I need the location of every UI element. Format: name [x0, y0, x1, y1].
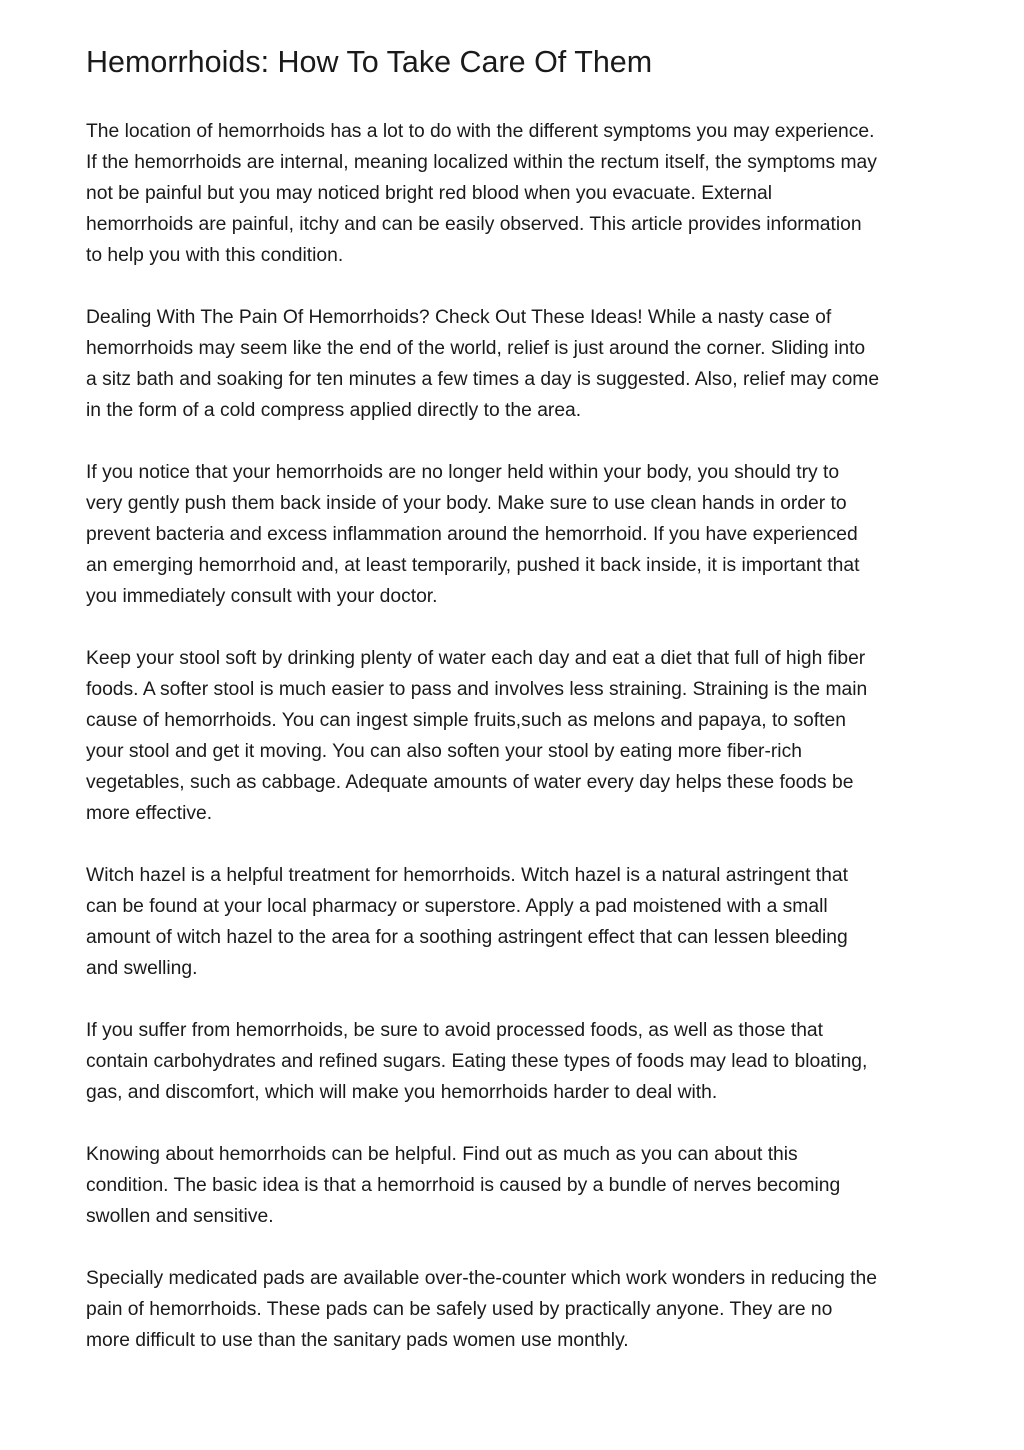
paragraph-line: cause of hemorrhoids. You can ingest simple fruits,such as melons and papaya, to soften — [86, 710, 846, 731]
paragraph-line: gas, and discomfort, which will make you hemorrhoids harder to deal with. — [86, 1082, 718, 1103]
paragraph-line: more difficult to use than the sanitary pads women use monthly. — [86, 1330, 629, 1351]
paragraph — [86, 1015, 946, 1108]
paragraph-line: Witch hazel is a helpful treatment for hemorrhoids. Witch hazel is a natural astringent that — [86, 865, 848, 886]
paragraph — [86, 1139, 946, 1232]
paragraph-line: Specially medicated pads are available over-the-counter which work wonders in reducing the — [86, 1268, 877, 1289]
paragraph-line: to help you with this condition. — [86, 245, 344, 266]
paragraph-line: Dealing With The Pain Of Hemorrhoids? Check Out These Ideas! While a nasty case of — [86, 307, 832, 328]
paragraph — [86, 116, 946, 271]
paragraph-line: vegetables, such as cabbage. Adequate amounts of water every day helps these foods be — [86, 772, 854, 793]
paragraph-line: and swelling. — [86, 958, 198, 979]
paragraph-line: a sitz bath and soaking for ten minutes a few times a day is suggested. Also, relief may come — [86, 369, 880, 390]
paragraph-line: contain carbohydrates and refined sugars. Eating these types of foods may lead to bloating, — [86, 1051, 868, 1072]
paragraph — [86, 457, 946, 612]
paragraph-line: your stool and get it moving. You can also soften your stool by eating more fiber-rich — [86, 741, 802, 762]
document-page — [86, 40, 946, 1387]
paragraph-line: Knowing about hemorrhoids can be helpful. Find out as much as you can about this — [86, 1144, 798, 1165]
paragraph-line: very gently push them back inside of your body. Make sure to use clean hands in order to — [86, 493, 847, 514]
paragraph-line: condition. The basic idea is that a hemorrhoid is caused by a bundle of nerves becoming — [86, 1175, 841, 1196]
paragraph — [86, 860, 946, 984]
paragraph-line: If the hemorrhoids are internal, meaning localized within the rectum itself, the symptoms may — [86, 152, 877, 173]
paragraph-line: not be painful but you may noticed bright red blood when you evacuate. External — [86, 183, 773, 204]
document-title: Hemorrhoids: How To Take Care Of Them — [86, 45, 653, 79]
paragraph-line: hemorrhoids may seem like the end of the world, relief is just around the corner. Sliding into — [86, 338, 866, 359]
paragraph — [86, 1263, 946, 1356]
paragraph-line: Keep your stool soft by drinking plenty of water each day and eat a diet that full of high fiber — [86, 648, 866, 669]
paragraph-line: swollen and sensitive. — [86, 1206, 274, 1227]
paragraph-line: in the form of a cold compress applied directly to the area. — [86, 400, 582, 421]
paragraph-line: an emerging hemorrhoid and, at least temporarily, pushed it back inside, it is important that — [86, 555, 860, 576]
paragraph-line: you immediately consult with your doctor. — [86, 586, 438, 607]
paragraph-line: hemorrhoids are painful, itchy and can be easily observed. This article provides information — [86, 214, 862, 235]
document-body — [86, 116, 946, 1356]
paragraph-line: more effective. — [86, 803, 213, 824]
paragraph-line: If you suffer from hemorrhoids, be sure to avoid processed foods, as well as those that — [86, 1020, 823, 1041]
paragraph-line: If you notice that your hemorrhoids are no longer held within your body, you should try to — [86, 462, 840, 483]
paragraph-line: pain of hemorrhoids. These pads can be safely used by practically anyone. They are no — [86, 1299, 833, 1320]
paragraph — [86, 643, 946, 829]
paragraph-line: amount of witch hazel to the area for a soothing astringent effect that can lessen bleeding — [86, 927, 848, 948]
paragraph — [86, 302, 946, 426]
paragraph-line: can be found at your local pharmacy or superstore. Apply a pad moistened with a small — [86, 896, 828, 917]
paragraph-line: foods. A softer stool is much easier to pass and involves less straining. Straining is the main — [86, 679, 868, 700]
paragraph-line: The location of hemorrhoids has a lot to do with the different symptoms you may experience. — [86, 121, 875, 142]
paragraph-line: prevent bacteria and excess inflammation around the hemorrhoid. If you have experienced — [86, 524, 858, 545]
